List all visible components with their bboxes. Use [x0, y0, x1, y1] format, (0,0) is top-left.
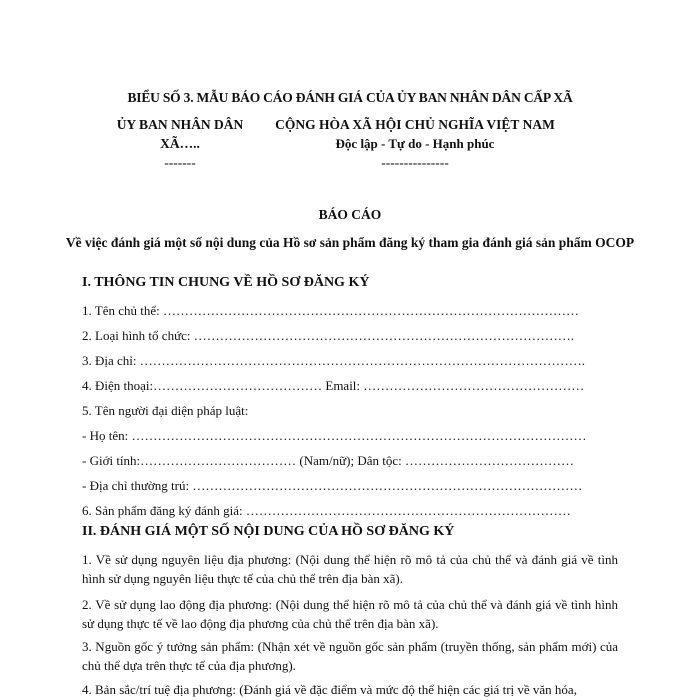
assessment-item: 2. Về sử dụng lao động địa phương: (Nội dung thể hiện rõ mô tả của chủ thể và đánh giá về tình hình sử dụng thực tế về lao động địa phương của chủ thể trên địa bàn xã).: [82, 597, 618, 631]
section2-heading: II. ĐÁNH GIÁ MỘT SỐ NỘI DUNG CỦA HỒ SƠ ĐĂNG KÝ: [82, 524, 455, 539]
field-product: 6. Sản phẩm đăng ký đánh giá: …………………………………………………………………: [82, 503, 571, 518]
assessment-item: 3. Nguồn gốc ý tưởng sản phẩm: (Nhận xét về nguồn gốc sản phẩm (truyền thống, sản phẩm mới) của chủ thể dựa trên thực tế của địa phương).: [82, 639, 618, 673]
header-right-dashes: ---------------: [381, 155, 449, 170]
header-right: [265, 115, 565, 172]
field-residence: - Địa chỉ thường trú: ………………………………………………………………………………: [82, 478, 583, 493]
field-owner-name: 1. Tên chủ thể: ……………………………………………………………………………………: [82, 303, 579, 318]
report-subtitle: Về việc đánh giá một số nội dung của Hồ sơ sản phẩm đăng ký tham gia đánh giá sản phẩm OCOP: [65, 235, 635, 250]
header-left-line2: XÃ…..: [160, 136, 200, 151]
field-org-type: 2. Loại hình tổ chức: …………………………………………………………………………….: [82, 328, 574, 343]
field-full-name: - Họ tên: ……………………………………………………………………………………………: [82, 428, 587, 443]
section1-heading: I. THÔNG TIN CHUNG VỀ HỒ SƠ ĐĂNG KÝ: [82, 275, 370, 290]
field-legal-rep: 5. Tên người đại diện pháp luật:: [82, 403, 249, 418]
field-phone-email: 4. Điện thoại:………………………………… Email: ……………………………………………: [82, 378, 585, 393]
field-gender-ethnicity: - Giới tính:……………………………… (Nam/nữ); Dân tộc: …………………………………: [82, 453, 575, 468]
assessment-item: 4. Bản sắc/trí tuệ địa phương: (Đánh giá về đặc điểm và mức độ thể hiện các giá trị về văn hóa,: [82, 682, 577, 697]
assessment-item: 1. Về sử dụng nguyên liệu địa phương: (Nội dung thể hiện rõ mô tả của chủ thể và đánh giá về tình hình sử dụng nguyên liệu thực tế của chủ thể trên địa bàn xã).: [82, 552, 618, 586]
header-left-dashes: -------: [164, 155, 196, 170]
report-title: BÁO CÁO: [318, 207, 382, 222]
form-title: BIỂU SỐ 3. MẪU BÁO CÁO ĐÁNH GIÁ CỦA ỦY BAN NHÂN DÂN CẤP XÃ: [127, 90, 573, 105]
header-left: [80, 115, 280, 172]
header-left-line1: ỦY BAN NHÂN DÂN: [116, 117, 244, 132]
field-address: 3. Địa chỉ: ………………………………………………………………………………………….: [82, 353, 586, 368]
header-right-line1: CỘNG HÒA XÃ HỘI CHỦ NGHĨA VIỆT NAM: [275, 117, 555, 132]
header-right-line2: Độc lập - Tự do - Hạnh phúc: [335, 136, 495, 151]
